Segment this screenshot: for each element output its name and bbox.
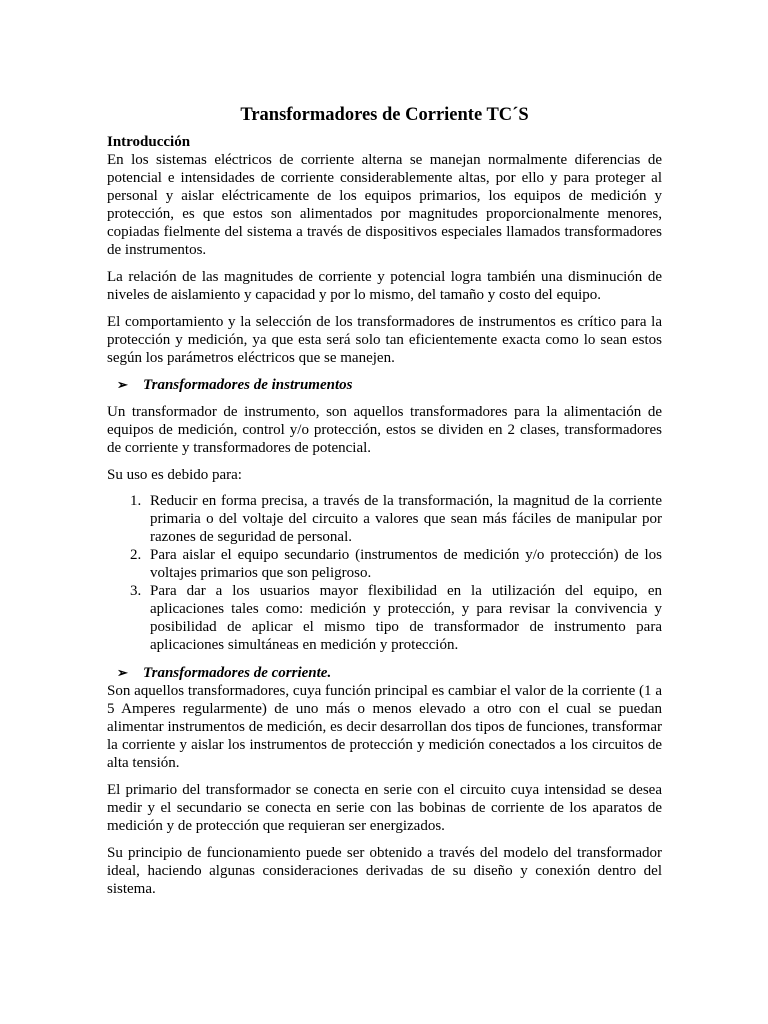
document-page bbox=[107, 104, 662, 907]
section-heading-current bbox=[107, 664, 662, 682]
intro-heading: Introducción bbox=[107, 134, 191, 150]
page-title: Transformadores de Corriente TC´S bbox=[240, 105, 529, 125]
uses-list bbox=[107, 492, 662, 654]
list-item bbox=[107, 582, 662, 654]
intro-paragraph: En los sistemas eléctricos de corriente alterna se manejan normalmente diferencias de potencial e intensidades de corriente considerablemente altas, por ello y para proteger al personal y aislar eléctricamente de los equipos primarios, los equipos de medición y protección, es que estos son alimentados por magnitudes proporcionalmente menores, copiadas fielmente del sistema a través de dispositivos especiales llamados transformadores de instrumentos. bbox=[107, 152, 662, 258]
intro-paragraph: El comportamiento y la selección de los transformadores de instrumentos es crítico para la protección y medición, ya que esta será solo tan eficientemente exacta como lo sean estos según los parámetros eléctricos que se manejen. bbox=[107, 314, 662, 366]
section-heading-instruments bbox=[107, 376, 662, 394]
uses-intro: Su uso es debido para: bbox=[107, 467, 242, 483]
section-paragraph: Un transformador de instrumento, son aquellos transformadores para la alimentación de equipos de medición, control y/o protección, estos se dividen en 2 clases, transformadores de corriente y transformadores de potencial. bbox=[107, 404, 662, 456]
section-paragraph: Son aquellos transformadores, cuya función principal es cambiar el valor de la corriente (1 a 5 Amperes regularmente) de uno más o menos elevado a otro con el cual se puedan alimentar instrumentos de medición, es decir desarrollan dos tipos de funciones, transformar la corriente y aislar los instrumentos de protección y medición conectados a los circuitos de alta tensión. bbox=[107, 683, 662, 771]
list-item bbox=[107, 546, 662, 582]
list-item-text: Para aislar el equipo secundario (instrumentos de medición y/o protección) de los voltajes primarios que son peligroso. bbox=[150, 547, 662, 581]
arrow-bullet-icon: ➢ bbox=[117, 377, 128, 392]
list-item-text: Reducir en forma precisa, a través de la transformación, la magnitud de la corriente primaria o del voltaje del circuito a valores que sean más fáciles de manipular por razones de seguridad de personal. bbox=[150, 493, 662, 545]
intro-paragraph: La relación de las magnitudes de corriente y potencial logra también una disminución de niveles de aislamiento y capacidad y por lo mismo, del tamaño y costo del equipo. bbox=[107, 269, 662, 303]
section-heading-text: Transformadores de corriente. bbox=[143, 665, 332, 681]
list-item-number: 1. bbox=[130, 493, 142, 509]
section-heading-text: Transformadores de instrumentos bbox=[143, 377, 353, 393]
list-item-number: 2. bbox=[130, 547, 142, 563]
list-item-text: Para dar a los usuarios mayor flexibilidad en la utilización del equipo, en aplicaciones tales como: medición y protección, y para revisar la convivencia y posibilidad de aplicar el mismo tipo de transformador de instrumento para aplicaciones simultáneas en medición y protección. bbox=[150, 583, 662, 653]
list-item bbox=[107, 492, 662, 546]
section-paragraph: El primario del transformador se conecta en serie con el circuito cuya intensidad se desea medir y el secundario se conecta en serie con las bobinas de corriente de los aparatos de medición y de protección que requieran ser energizados. bbox=[107, 782, 662, 834]
arrow-bullet-icon: ➢ bbox=[117, 665, 128, 680]
section-paragraph: Su principio de funcionamiento puede ser obtenido a través del modelo del transformador ideal, haciendo algunas consideraciones derivadas de su diseño y conexión dentro del sistema. bbox=[107, 845, 662, 897]
list-item-number: 3. bbox=[130, 583, 142, 599]
